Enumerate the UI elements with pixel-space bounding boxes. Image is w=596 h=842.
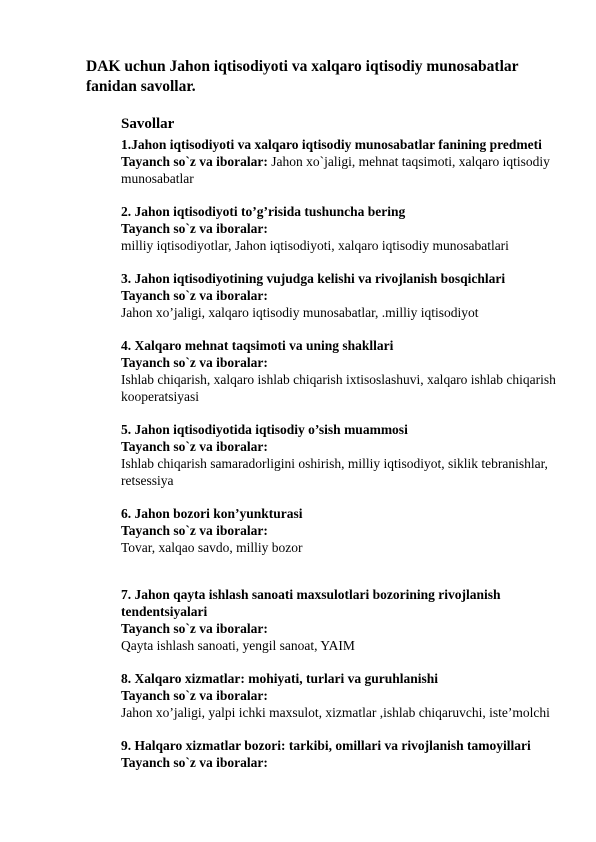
question-item bbox=[121, 670, 566, 721]
keywords-text: Ishlab chiqarish samaradorligini oshirish, milliy iqtisodiyot, siklik tebranishlar, retsessiya bbox=[121, 456, 548, 488]
question-title: 7. Jahon qayta ishlash sanoati maxsulotlari bozorining rivojlanish tendentsiyalari bbox=[121, 587, 501, 619]
keywords-label: Tayanch so`z va iboralar: bbox=[121, 439, 268, 454]
keywords-text: Qayta ishlash sanoati, yengil sanoat, YAIM bbox=[121, 638, 355, 653]
document-title: DAK uchun Jahon iqtisodiyoti va xalqaro iqtisodiy munosabatlar fanidan savollar. bbox=[86, 58, 519, 95]
keywords-label: Tayanch so`z va iboralar: bbox=[121, 221, 268, 236]
question-item bbox=[121, 737, 566, 771]
question-title: 1.Jahon iqtisodiyoti va xalqaro iqtisodiy munosabatlar fanining predmeti bbox=[121, 137, 542, 152]
question-item bbox=[121, 203, 566, 254]
question-item bbox=[121, 270, 566, 321]
keywords-text: Tovar, xalqao savdo, milliy bozor bbox=[121, 540, 303, 555]
section-heading: Savollar bbox=[121, 116, 175, 132]
keywords-label: Tayanch so`z va iboralar: bbox=[121, 688, 268, 703]
keywords-label: Tayanch so`z va iboralar: bbox=[121, 355, 268, 370]
question-title: 3. Jahon iqtisodiyotining vujudga kelishi va rivojlanish bosqichlari bbox=[121, 271, 506, 286]
keywords-label: Tayanch so`z va iboralar: bbox=[121, 755, 268, 770]
keywords-label: Tayanch so`z va iboralar: bbox=[121, 288, 268, 303]
question-title: 8. Xalqaro xizmatlar: mohiyati, turlari va guruhlanishi bbox=[121, 671, 439, 686]
question-item bbox=[121, 421, 566, 489]
question-item bbox=[121, 136, 566, 187]
keywords-label: Tayanch so`z va iboralar: bbox=[121, 621, 268, 636]
questions-content bbox=[121, 115, 566, 787]
question-keywords bbox=[121, 153, 566, 187]
keywords-text: Jahon xo`jaligi, mehnat taqsimoti, xalqaro iqtisodiy munosabatlar bbox=[121, 154, 550, 186]
keywords-text: Ishlab chiqarish, xalqaro ishlab chiqarish ixtisoslashuvi, xalqaro ishlab chiqarish kooperatsiyasi bbox=[121, 372, 556, 404]
keywords-text: Jahon xo’jaligi, xalqaro iqtisodiy munosabatlar, .milliy iqtisodiyot bbox=[121, 305, 479, 320]
question-title: 5. Jahon iqtisodiyotida iqtisodiy o’sish muammosi bbox=[121, 422, 408, 437]
question-title: 9. Halqaro xizmatlar bozori: tarkibi, omillari va rivojlanish tamoyillari bbox=[121, 738, 531, 753]
keywords-text: milliy iqtisodiyotlar, Jahon iqtisodiyoti, xalqaro iqtisodiy munosabatlari bbox=[121, 238, 509, 253]
keywords-text: Jahon xo’jaligi, yalpi ichki maxsulot, xizmatlar ,ishlab chiqaruvchi, iste’molchi bbox=[121, 705, 550, 720]
question-title: 4. Xalqaro mehnat taqsimoti va uning shakllari bbox=[121, 338, 394, 353]
keywords-label: Tayanch so`z va iboralar: bbox=[121, 523, 268, 538]
question-item bbox=[121, 586, 566, 654]
question-title: 6. Jahon bozori kon’yunkturasi bbox=[121, 506, 303, 521]
question-title: 2. Jahon iqtisodiyoti to’g’risida tushuncha bering bbox=[121, 204, 406, 219]
question-item bbox=[121, 337, 566, 405]
keywords-label: Tayanch so`z va iboralar: bbox=[121, 154, 268, 169]
question-item bbox=[121, 505, 566, 556]
